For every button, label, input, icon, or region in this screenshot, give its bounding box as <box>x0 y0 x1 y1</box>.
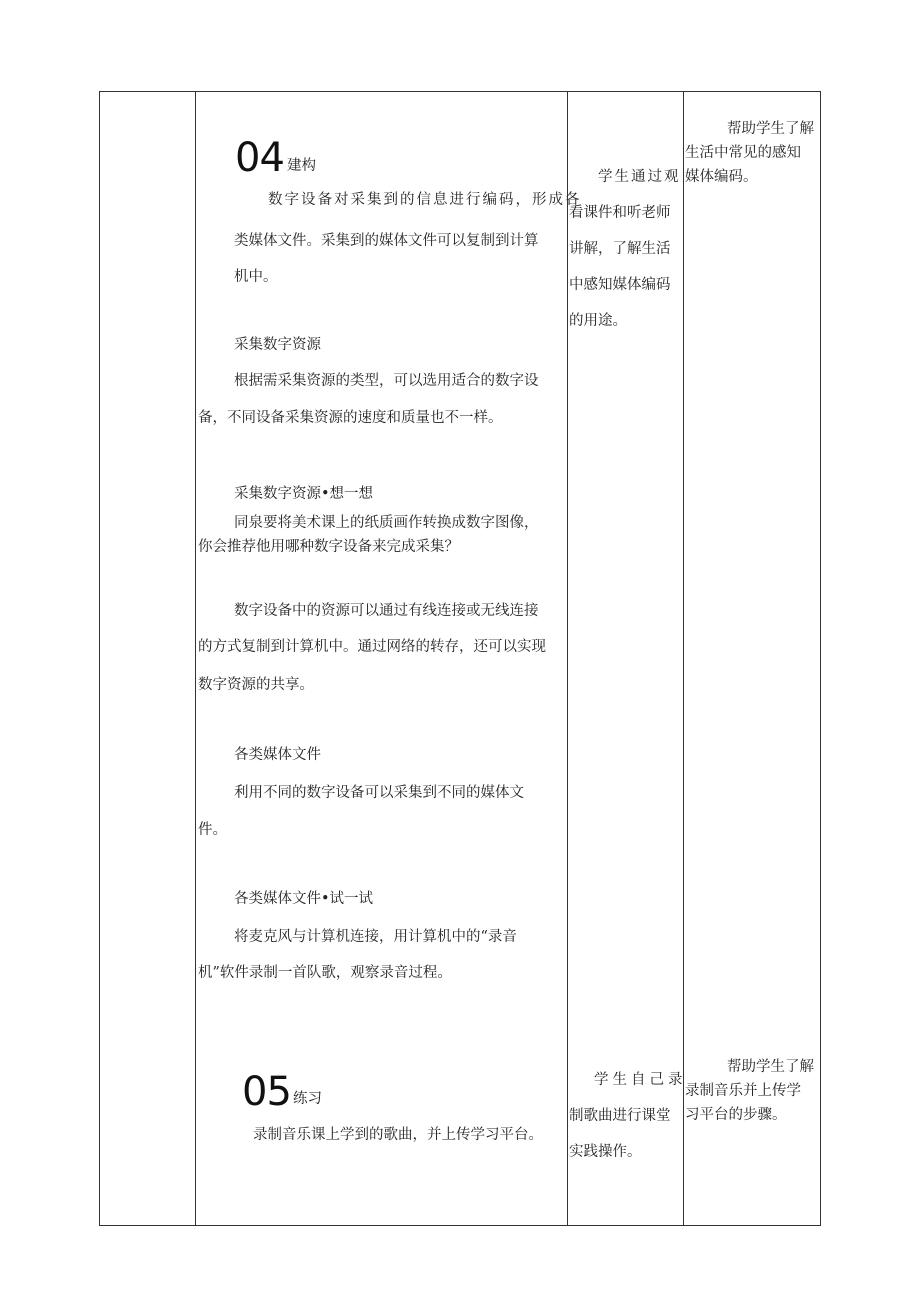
design-intent-line: 帮助学生了解 <box>727 1059 814 1075</box>
content-line: 备，不同设备采集资源的速度和质量也不一样。 <box>198 410 503 426</box>
student-activity-line: 中感知媒体编码 <box>569 277 671 293</box>
content-line: 类媒体文件。采集到的媒体文件可以复制到计算 <box>234 233 539 249</box>
column-divider-3 <box>683 92 684 1225</box>
content-line: 同泉要将美术课上的纸质画作转换成数字图像， <box>234 515 539 531</box>
content-line: 数字设备中的资源可以通过有线连接或无线连接 <box>234 603 539 619</box>
design-intent-line: 习平台的步骤。 <box>685 1107 787 1123</box>
student-activity-line: 看课件和听老师 <box>569 205 671 221</box>
content-line: 数字资源的共享。 <box>198 677 314 693</box>
subheading: 采集数字资源•想一想 <box>234 486 374 502</box>
student-activity-line: 学生自己录 <box>594 1072 687 1088</box>
section-04-title: 建构 <box>287 158 316 174</box>
student-activity-line: 制歌曲进行课堂 <box>569 1108 671 1124</box>
design-intent-line: 媒体编码。 <box>685 169 758 185</box>
student-activity-line: 实践操作。 <box>569 1144 642 1160</box>
student-activity-line: 学生通过观 <box>598 169 681 185</box>
design-intent-line: 录制音乐并上传学 <box>685 1083 801 1099</box>
content-line: 机”软件录制一首队歌，观察录音过程。 <box>198 965 452 981</box>
content-line: 机中。 <box>234 269 278 285</box>
content-line: 利用不同的数字设备可以采集到不同的媒体文 <box>234 785 524 801</box>
student-activity-line: 的用途。 <box>569 313 627 329</box>
student-activity-line: 讲解，了解生活 <box>569 241 671 257</box>
content-line: 件。 <box>198 822 227 838</box>
section-05-title: 练习 <box>293 1091 322 1107</box>
subheading: 各类媒体文件•试一试 <box>234 891 374 907</box>
lesson-table <box>99 91 821 1226</box>
content-line: 根据需采集资源的类型，可以选用适合的数字设 <box>234 373 539 389</box>
content-line: 录制音乐课上学到的歌曲，并上传学习平台。 <box>253 1127 543 1143</box>
content-line: 将麦克风与计算机连接，用计算机中的“录音 <box>234 929 517 945</box>
content-line: 你会推荐他用哪种数字设备来完成采集？ <box>198 539 459 555</box>
content-line: 数字设备对采集到的信息进行编码，形成各 <box>268 192 582 208</box>
column-divider-2 <box>567 92 568 1225</box>
section-05-number: 05 <box>242 1069 291 1115</box>
content-line: 的方式复制到计算机中。通过网络的转存，还可以实现 <box>198 639 546 655</box>
design-intent-line: 生活中常见的感知 <box>685 145 801 161</box>
section-04-number: 04 <box>235 135 284 181</box>
design-intent-line: 帮助学生了解 <box>727 121 814 137</box>
column-divider-1 <box>195 92 196 1225</box>
subheading: 各类媒体文件 <box>234 747 321 763</box>
subheading: 采集数字资源 <box>234 337 321 353</box>
